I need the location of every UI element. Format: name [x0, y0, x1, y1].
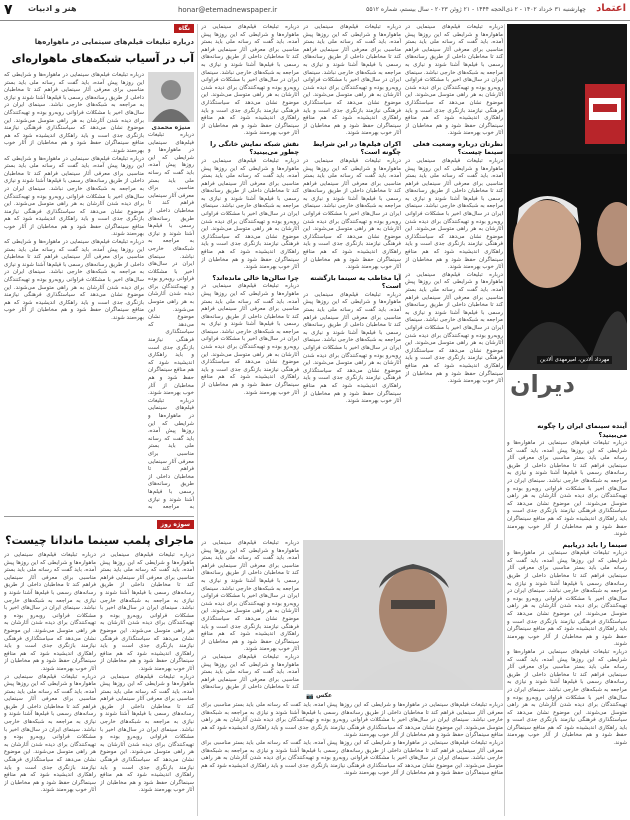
column-9	[201, 540, 299, 690]
article-body: درباره تبلیغات فیلم‌های سینمایی در ماهواره‌ها و شرایطی که این روزها پیش آمده، باید گفت که رسانه ملی باید بستر مناسبی برای معرفی آثار سینمایی فراهم کند تا مخاطبان داخلی از طریق رسانه‌های رسمی با فیلم‌ها آشنا شوند و نیازی به مراجعه به شبکه‌های خارجی نباشد. سینمای ایران در سال‌های اخیر با مشکلات فراوانی روبه‌رو بوده و تهیه‌کنندگان برای دیده شدن آثارشان به هر راهی متوسل می‌شوند. این موضوع نشان می‌دهد که سیاستگذاری فرهنگی نیازمند بازنگری جدی است و باید راهکاری اندیشیده شود که هم منافع سینماگران حفظ شود و هم مخاطبان از آثار خوب بهره‌مند شوند.	[405, 24, 503, 137]
article-body: درباره تبلیغات فیلم‌های سینمایی در ماهواره‌ها و شرایطی که این روزها پیش آمده، باید گفت که رسانه ملی باید بستر مناسبی برای معرفی آثار سینمایی فراهم کند تا مخاطبان داخلی از طریق رسانه‌های رسمی با فیلم‌ها آشنا شوند و نیازی به مراجعه به شبکه‌های خارجی نباشد. سینمای ایران در سال‌های اخیر با مشکلات فراوانی روبه‌رو بوده و تهیه‌کنندگان برای دیده شدن آثارشان به هر راهی متوسل می‌شوند. این موضوع نشان می‌دهد که سیاستگذاری فرهنگی نیازمند بازنگری جدی است و باید راهکاری اندیشیده شود که هم منافع سینماگران حفظ شود و هم مخاطبان از آثار خوب بهره‌مند شوند.	[4, 155, 144, 238]
article-body: درباره تبلیغات فیلم‌های سینمایی در ماهواره‌ها و شرایطی که این روزها پیش آمده، باید گفت که رسانه ملی باید بستر مناسبی برای معرفی آثار سینمایی فراهم کند تا مخاطبان داخلی از طریق رسانه‌های رسمی با فیلم‌ها آشنا شوند و نیازی به مراجعه به شبکه‌های خارجی نباشد. سینمای ایران در سال‌های اخیر با مشکلات فراوانی روبه‌رو بوده و تهیه‌کنندگان برای دیده شدن آثارشان به هر راهی متوسل می‌شوند. این موضوع نشان می‌دهد که سیاستگذاری فرهنگی نیازمند بازنگری جدی است و باید راهکاری اندیشیده شود که هم منافع سینماگران حفظ شود و هم مخاطبان از آثار خوب بهره‌مند شوند.	[4, 673, 96, 794]
article-body: درباره تبلیغات فیلم‌های سینمایی در ماهواره‌ها و شرایطی که این روزها پیش آمده، باید گفت که رسانه ملی باید بستر مناسبی برای معرفی آثار سینمایی فراهم کند تا مخاطبان داخلی از طریق رسانه‌های رسمی با فیلم‌ها آشنا شوند و نیازی به مراجعه به شبکه‌های خارجی نباشد. سینمای ایران در سال‌های اخیر با مشکلات فراوانی روبه‌رو بوده و تهیه‌کنندگان برای دیده شدن آثارشان به هر راهی متوسل می‌شوند. این موضوع نشان می‌دهد که سیاستگذاری فرهنگی نیازمند بازنگری جدی است و باید راهکاری اندیشیده شود که هم منافع سینماگران حفظ شود و هم مخاطبان از آثار خوب بهره‌مند شوند.	[201, 540, 299, 653]
article-headline: آب در آسیاب شبکه‌های ماهواره‌ای	[11, 52, 194, 65]
camera-icon: 📷	[306, 693, 314, 700]
column-3	[4, 552, 96, 816]
article-body: درباره تبلیغات فیلم‌های سینمایی در ماهواره‌ها و شرایطی که این روزها پیش آمده، باید گفت که رسانه ملی باید بستر مناسبی برای معرفی آثار سینمایی فراهم کند تا مخاطبان داخلی از طریق رسانه‌های رسمی با فیلم‌ها آشنا شوند و نیازی به مراجعه به شبکه‌های خارجی نباشد. سینمای ایران در سال‌های اخیر با مشکلات فراوانی روبه‌رو بوده و تهیه‌کنندگان برای دیده شدن آثارشان به هر راهی متوسل می‌شوند. این موضوع نشان می‌دهد که سیاستگذاری فرهنگی نیازمند بازنگری جدی است و باید راهکاری اندیشیده شود که هم منافع سینماگران حفظ شود و هم مخاطبان از آثار خوب بهره‌مند شوند.	[507, 440, 627, 538]
column-5	[201, 24, 299, 536]
interview-photo	[507, 24, 627, 370]
article-body: درباره تبلیغات فیلم‌های سینمایی در ماهواره‌ها و شرایطی که این روزها پیش آمده، باید گفت که رسانه ملی باید بستر مناسبی برای معرفی آثار سینمایی فراهم کند تا مخاطبان داخلی از طریق رسانه‌های رسمی با فیلم‌ها آشنا شوند و نیازی به مراجعه به شبکه‌های خارجی نباشد. سینمای ایران در سال‌های اخیر با مشکلات فراوانی روبه‌رو بوده و تهیه‌کنندگان برای دیده شدن آثارشان به هر راهی متوسل می‌شوند. این موضوع نشان می‌دهد که سیاستگذاری فرهنگی نیازمند بازنگری جدی است و باید راهکاری اندیشیده شود که هم منافع سینماگران حفظ شود و هم مخاطبان از آثار خوب بهره‌مند شوند.	[507, 648, 627, 747]
divider	[197, 24, 198, 816]
portrait-photo	[303, 540, 503, 690]
rubric-label: نگاه	[174, 24, 194, 33]
article-body: درباره تبلیغات فیلم‌های سینمایی در ماهواره‌ها و شرایطی که این روزها پیش آمده، باید گفت که رسانه ملی باید بستر مناسبی برای معرفی آثار سینمایی فراهم کند تا مخاطبان داخلی از طریق رسانه‌های رسمی با فیلم‌ها آشنا شوند و نیازی به مراجعه به شبکه‌های خارجی نباشد. سینمای ایران در سال‌های اخیر با مشکلات فراوانی روبه‌رو بوده و تهیه‌کنندگان برای دیده شدن آثارشان به هر راهی متوسل می‌شوند. این موضوع نشان می‌دهد که سیاستگذاری فرهنگی نیازمند بازنگری جدی است و باید راهکاری اندیشیده شود که هم منافع سینماگران حفظ شود و هم مخاطبان از آثار خوب بهره‌مند شوند.	[303, 157, 401, 271]
article-body: درباره تبلیغات فیلم‌های سینمایی در ماهواره‌ها و شرایطی که این روزها پیش آمده، باید گفت که رسانه ملی باید بستر مناسبی برای معرفی آثار سینمایی فراهم کند تا مخاطبان داخلی از طریق رسانه‌های رسمی با فیلم‌ها آشنا شوند و نیازی به مراجعه به شبکه‌های خارجی نباشد. سینمای ایران در سال‌های اخیر با مشکلات فراوانی روبه‌رو بوده و تهیه‌کنندگان برای دیده شدن آثارشان به هر راهی متوسل می‌شوند. این موضوع نشان می‌دهد که سیاستگذاری فرهنگی نیازمند بازنگری جدی است و باید راهکاری اندیشیده شود که هم منافع سینماگران حفظ شود و هم مخاطبان از آثار خوب بهره‌مند شوند.	[507, 550, 627, 648]
column-10	[201, 702, 503, 816]
author-photo	[148, 72, 194, 122]
issue-info: چهارشنبه ۳۱ خرداد ۱۴۰۲ - ۲ ذی‌الحجه ۱۴۴۴ - ۲۱ ژوئن ۲۰۲۳ - سال بیستم، شماره ۵۵۱۲	[366, 6, 586, 13]
article-body: درباره تبلیغات فیلم‌های سینمایی در ماهواره‌ها و شرایطی که این روزها پیش آمده، باید گفت که رسانه ملی باید بستر مناسبی برای معرفی آثار سینمایی فراهم کند تا مخاطبان داخلی از طریق رسانه‌های رسمی با فیلم‌ها آشنا شوند و نیازی به مراجعه به شبکه‌های خارجی نباشد. سینمای ایران در سال‌های اخیر با مشکلات فراوانی روبه‌رو بوده و تهیه‌کنندگان برای دیده شدن آثارشان به هر راهی متوسل می‌شوند. این موضوع نشان می‌دهد که سیاستگذاری فرهنگی نیازمند بازنگری جدی است و باید راهکاری اندیشیده شود که هم منافع سینماگران حفظ شود و هم مخاطبان از آثار خوب بهره‌مند شوند.	[405, 157, 503, 271]
column-6	[303, 24, 401, 536]
page-number: ۷	[4, 2, 13, 18]
interview-question: آیا مخاطب به سینما بازگشته است؟	[310, 273, 401, 291]
article-kicker: درباره تبلیغات فیلم‌های سینمایی در ماهواره‌ها	[34, 38, 194, 46]
column-7	[405, 24, 503, 536]
rubric-label: سوژه روز	[157, 520, 194, 529]
article-body: درباره تبلیغات فیلم‌های سینمایی در ماهواره‌ها و شرایطی که این روزها پیش آمده، باید گفت که رسانه ملی باید بستر مناسبی برای معرفی آثار سینمایی فراهم کند تا مخاطبان داخلی از طریق رسانه‌های رسمی با فیلم‌ها آشنا شوند و نیازی به مراجعه به شبکه‌های خارجی نباشد. سینمای ایران در سال‌های اخیر با مشکلات فراوانی روبه‌رو بوده و تهیه‌کنندگان برای دیده شدن آثارشان به هر راهی متوسل می‌شوند. این موضوع نشان می‌دهد که سیاستگذاری فرهنگی نیازمند بازنگری جدی است و باید راهکاری اندیشیده شود که هم منافع سینماگران حفظ شود و هم مخاطبان از آثار خوب بهره‌مند شوند.	[405, 271, 503, 385]
article-body: درباره تبلیغات فیلم‌های سینمایی در ماهواره‌ها و شرایطی که این روزها پیش آمده، باید گفت که رسانه ملی باید بستر مناسبی برای معرفی آثار سینمایی فراهم کند تا مخاطبان داخلی از طریق رسانه‌های رسمی با فیلم‌ها آشنا شوند و نیازی به مراجعه به شبکه‌های خارجی نباشد. سینمای ایران در سال‌های اخیر با مشکلات فراوانی روبه‌رو بوده و تهیه‌کنندگان برای دیده شدن آثارشان به هر راهی متوسل می‌شوند. این موضوع نشان می‌دهد که سیاستگذاری فرهنگی نیازمند بازنگری جدی است و باید راهکاری اندیشیده شود که هم منافع سینماگران حفظ شود و هم مخاطبان از آثار خوب بهره‌مند شوند.	[4, 72, 144, 154]
article-body: درباره تبلیغات فیلم‌های سینمایی در ماهواره‌ها و شرایطی که این روزها پیش آمده، باید گفت که رسانه ملی باید بستر مناسبی برای معرفی آثار سینمایی فراهم کند تا مخاطبان داخلی از طریق رسانه‌های رسمی با فیلم‌ها آشنا شوند و نیازی به مراجعه به شبکه‌های خارجی نباشد. سینمای ایران در سال‌های اخیر با مشکلات فراوانی روبه‌رو بوده و تهیه‌کنندگان برای دیده شدن آثارشان به هر راهی متوسل می‌شوند. این موضوع نشان می‌دهد که سیاستگذاری فرهنگی نیازمند بازنگری جدی است و باید راهکاری اندیشیده شود که هم منافع سینماگران حفظ شود و هم مخاطبان از آثار خوب بهره‌مند شوند.	[201, 157, 299, 271]
photo-caption: عکس	[316, 692, 333, 699]
column-1	[4, 72, 144, 512]
column-4	[100, 552, 194, 816]
column-8	[507, 420, 627, 816]
email-address[interactable]: honar@etemadnewspaper.ir	[178, 6, 278, 14]
article-body: درباره تبلیغات فیلم‌های سینمایی در ماهواره‌ها و شرایطی که این روزها پیش آمده، باید گفت که رسانه ملی باید بستر مناسبی برای معرفی آثار سینمایی فراهم کند تا مخاطبان داخلی از طریق رسانه‌های رسمی با فیلم‌ها آشنا شوند و نیازی به مراجعه به شبکه‌های خارجی نباشد. سینمای ایران در سال‌های اخیر با مشکلات فراوانی روبه‌رو بوده و تهیه‌کنندگان برای دیده شدن آثارشان به هر راهی متوسل می‌شوند. این موضوع نشان می‌دهد که سیاستگذاری فرهنگی نیازمند بازنگری جدی است و باید راهکاری اندیشیده شود که هم منافع سینماگران حفظ شود و هم مخاطبان از آثار خوب بهره‌مند شوند.	[4, 239, 144, 321]
newspaper-logo: اعتماد	[596, 3, 626, 14]
article-body: درباره تبلیغات فیلم‌های سینمایی در ماهواره‌ها و شرایطی که این روزها پیش آمده، باید گفت که رسانه ملی باید بستر مناسبی برای معرفی آثار سینمایی فراهم کند تا مخاطبان داخلی از طریق رسانه‌های رسمی با فیلم‌ها آشنا شوند و نیازی به مراجعه به شبکه‌های خارجی نباشد. سینمای ایران در سال‌های اخیر با مشکلات فراوانی روبه‌رو بوده و تهیه‌کنندگان برای دیده شدن آثارشان به هر راهی متوسل می‌شوند. این موضوع نشان می‌دهد که سیاستگذاری فرهنگی نیازمند بازنگری جدی است و باید راهکاری اندیشیده شود که هم منافع سینماگران حفظ شود و هم مخاطبان از آثار خوب بهره‌مند شوند.	[303, 24, 401, 137]
author-name: منیژه محمدی	[151, 124, 191, 131]
section-title: هنر و ادبیات	[28, 4, 77, 13]
interview-question: چرا سالن‌ها خالی مانده‌اند؟	[212, 273, 299, 282]
article-body: درباره تبلیغات فیلم‌های سینمایی در ماهواره‌ها و شرایطی که این روزها پیش آمده، باید گفت که رسانه ملی باید بستر مناسبی برای معرفی آثار سینمایی فراهم کند تا مخاطبان داخلی از طریق رسانه‌های رسمی با فیلم‌ها آشنا شوند و نیازی به مراجعه به	[148, 397, 194, 511]
article-body: درباره تبلیغات فیلم‌های سینمایی در ماهواره‌ها و شرایطی که این روزها پیش آمده، باید گفت که رسانه ملی باید بستر مناسبی برای معرفی آثار سینمایی فراهم کند تا مخاطبان داخلی از طریق رسانه‌های رسمی با فیلم‌ها آشنا شوند و نیازی به مراجعه به شبکه‌های خارجی نباشد. سینمای ایران در سال‌های اخیر با مشکلات فراوانی روبه‌رو بوده و تهیه‌کنندگان برای دیده شدن آثارشان به هر راهی متوسل می‌شوند. این موضوع نشان می‌دهد که سیاستگذاری فرهنگی نیازمند بازنگری جدی است و باید راهکاری اندیشیده شود که هم منافع سینماگران حفظ شود و هم مخاطبان از آثار خوب بهره‌مند شوند.	[4, 552, 96, 672]
article-body: درباره تبلیغات فیلم‌های سینمایی در ماهواره‌ها و شرایطی که این روزها پیش آمده، باید گفت که رسانه ملی باید بستر مناسبی برای معرفی آثار سینمایی فراهم کند تا مخاطبان داخلی از طریق رسانه‌های رسمی با فیلم‌ها آشنا شوند و نیازی به مراجعه به شبکه‌های خارجی نباشد. سینمای ایران در سال‌های اخیر با مشکلات فراوانی روبه‌رو بوده و تهیه‌کنندگان برای دیده شدن آثارشان به هر راهی متوسل می‌شوند. این موضوع نشان می‌دهد که سیاستگذاری فرهنگی نیازمند بازنگری جدی است و باید راهکاری اندیشیده شود که هم منافع سینماگران حفظ شود و هم مخاطبان از آثار خوب بهره‌مند شوند.	[201, 24, 299, 137]
interview-question: نقش شبکه نمایش خانگی را چطور می‌بینید؟	[210, 139, 299, 157]
article-body: درباره تبلیغات فیلم‌های سینمایی در ماهواره‌ها و شرایطی که این روزها پیش آمده، باید گفت که رسانه ملی باید بستر مناسبی برای معرفی آثار سینمایی فراهم کند تا مخاطبان داخلی از طریق رسانه‌های رسمی با فیلم‌ها آشنا شوند و نیازی به مراجعه به شبکه‌های خارجی نباشد. سینمای ایران در سال‌های اخیر با مشکلات فراوانی روبه‌رو بوده و تهیه‌کنندگان برای دیده شدن آثارشان به هر راهی متوسل می‌شوند. این موضوع نشان می‌دهد که سیاستگذاری فرهنگی نیازمند بازنگری جدی است و باید راهکاری اندیشیده شود که هم منافع سینماگران حفظ شود و هم مخاطبان از آثار خوب بهره‌مند شوند.	[148, 132, 194, 397]
divider	[504, 24, 505, 816]
article-body: درباره تبلیغات فیلم‌های سینمایی در ماهواره‌ها و شرایطی که این روزها پیش آمده، باید گفت که رسانه ملی باید بستر مناسبی برای معرفی آثار سینمایی فراهم کند تا مخاطبان داخلی از طریق رسانه‌های رسمی با فیلم‌ها آشنا شوند و نیازی به مراجعه به شبکه‌های خارجی نباشد. سینمای ایران در سال‌های اخیر با مشکلات فراوانی روبه‌رو بوده و تهیه‌کنندگان برای دیده شدن آثارشان به هر راهی متوسل می‌شوند. این موضوع نشان می‌دهد که سیاستگذاری فرهنگی نیازمند بازنگری جدی است و باید راهکاری اندیشیده شود که هم منافع سینماگران حفظ شود و هم مخاطبان از آثار خوب بهره‌مند شوند.	[201, 283, 299, 396]
article-body: درباره تبلیغات فیلم‌های سینمایی در ماهواره‌ها و شرایطی که این روزها پیش آمده، باید گفت که رسانه ملی باید بستر مناسبی برای معرفی آثار سینمایی فراهم کند تا مخاطبان داخلی از طریق رسانه‌های رسمی با فیلم‌ها آشنا شوند و نیازی به مراجعه به شبکه‌های خارجی نباشد. سینمای ایران در سال‌های اخیر با مشکلات فراوانی روبه‌رو بوده و تهیه‌کنندگان برای دیده شدن آثارشان به هر راهی متوسل می‌شوند. این موضوع نشان می‌دهد که سیاستگذاری فرهنگی نیازمند بازنگری جدی است و باید راهکاری اندیشیده شود که هم منافع سینماگران حفظ شود و هم مخاطبان از آثار خوب بهره‌مند شوند.	[303, 291, 401, 405]
interview-question: آینده سینمای ایران را چگونه می‌بینید؟	[537, 422, 627, 439]
column-2	[148, 132, 194, 512]
overlay-heading: دیران	[510, 370, 575, 398]
photo-caption: مهرداد آلادین، امیرمهدی آلادین	[537, 356, 612, 364]
article-body: درباره تبلیغات فیلم‌های سینمایی در ماهواره‌ها و شرایطی که این روزها پیش آمده، باید گفت که رسانه ملی باید بستر مناسبی برای معرفی آثار سینمایی فراهم کند تا مخاطبان داخلی از طریق رسانه‌های رسمی با فیلم‌ها آشنا شوند و نیازی به مراجعه به شبکه‌های خارجی نباشد. سینمای ایران در سال‌های اخیر با مشکلات فراوانی روبه‌رو بوده و تهیه‌کنندگان برای دیده شدن آثارشان به هر راهی متوسل می‌شوند. این موضوع نشان می‌دهد که سیاستگذاری فرهنگی نیازمند بازنگری جدی است و باید راهکاری اندیشیده شود که هم منافع سینماگران حفظ شود و هم مخاطبان از آثار خوب بهره‌مند شوند.	[201, 702, 503, 739]
divider	[4, 516, 194, 517]
page-header	[0, 0, 630, 21]
article-body: درباره تبلیغات فیلم‌های سینمایی در ماهواره‌ها و شرایطی که این روزها پیش آمده، باید گفت که رسانه ملی باید بستر مناسبی برای معرفی آثار سینمایی فراهم کند تا مخاطبان داخلی از طریق رسانه‌های	[201, 653, 299, 690]
article-body: درباره تبلیغات فیلم‌های سینمایی در ماهواره‌ها و شرایطی که این روزها پیش آمده، باید گفت که رسانه ملی باید بستر مناسبی برای معرفی آثار سینمایی فراهم کند تا مخاطبان داخلی از طریق رسانه‌های رسمی با فیلم‌ها آشنا شوند و نیازی به مراجعه به شبکه‌های خارجی نباشد. سینمای ایران در سال‌های اخیر با مشکلات فراوانی روبه‌رو بوده و تهیه‌کنندگان برای دیده شدن آثارشان به هر راهی متوسل می‌شوند. این موضوع نشان می‌دهد که سیاستگذاری فرهنگی نیازمند بازنگری جدی است و باید راهکاری اندیشیده شود که هم منافع سینماگران حفظ شود و هم مخاطبان از آثار خوب بهره‌مند شوند.	[100, 673, 194, 794]
article-body: درباره تبلیغات فیلم‌های سینمایی در ماهواره‌ها و شرایطی که این روزها پیش آمده، باید گفت که رسانه ملی باید بستر مناسبی برای معرفی آثار سینمایی فراهم کند تا مخاطبان داخلی از طریق رسانه‌های رسمی با فیلم‌ها آشنا شوند و نیازی به مراجعه به شبکه‌های خارجی نباشد. سینمای ایران در سال‌های اخیر با مشکلات فراوانی روبه‌رو بوده و تهیه‌کنندگان برای دیده شدن آثارشان به هر راهی متوسل می‌شوند. این موضوع نشان می‌دهد که سیاستگذاری فرهنگی نیازمند بازنگری جدی است و باید راهکاری اندیشیده شود که هم منافع سینماگران حفظ شود و هم مخاطبان از آثار خوب بهره‌مند شوند.	[100, 552, 194, 672]
interview-question: سینما را باید دریابیم	[562, 540, 627, 549]
interview-question: اکران فیلم‌ها در این شرایط چگونه است؟	[312, 139, 401, 157]
article-headline: ماجرای پلمب سینما ماندانا چیست؟	[5, 534, 194, 547]
interview-question: نظرتان درباره وضعیت فعلی سینما چیست؟	[412, 139, 503, 157]
article-body: درباره تبلیغات فیلم‌های سینمایی در ماهواره‌ها و شرایطی که این روزها پیش آمده، باید گفت که رسانه ملی باید بستر مناسبی برای معرفی آثار سینمایی فراهم کند تا مخاطبان داخلی از طریق رسانه‌های رسمی با فیلم‌ها آشنا شوند و نیازی به مراجعه به شبکه‌های خارجی نباشد. سینمای ایران در سال‌های اخیر با مشکلات فراوانی روبه‌رو بوده و تهیه‌کنندگان برای دیده شدن آثارشان به هر راهی متوسل می‌شوند. این موضوع نشان می‌دهد که سیاستگذاری فرهنگی نیازمند بازنگری جدی است و باید راهکاری اندیشیده شود که هم منافع سینماگران حفظ شود و هم مخاطبان از آثار خوب بهره‌مند شوند.	[201, 739, 503, 777]
